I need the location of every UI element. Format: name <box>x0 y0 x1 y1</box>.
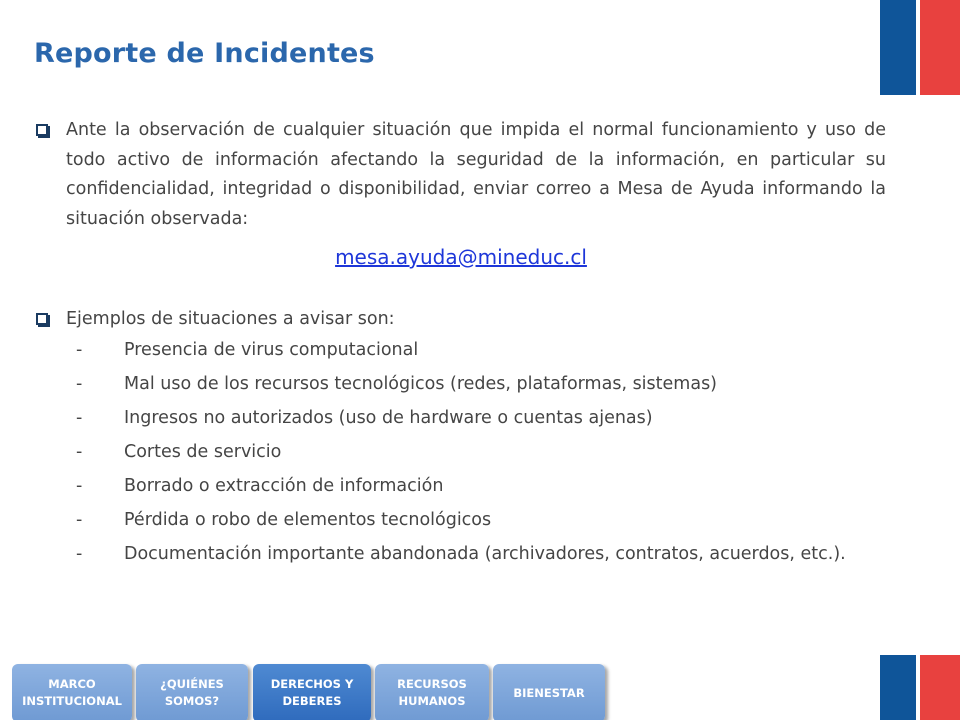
dash-marker: - <box>76 544 83 564</box>
dash-marker: - <box>76 408 83 428</box>
nav-button-label-line1: DERECHOS Y <box>270 677 354 691</box>
nav-button-label-line2: HUMANOS <box>398 694 466 708</box>
list-item-text: Documentación importante abandonada (archivadores, contratos, acuerdos, etc.). <box>124 544 846 564</box>
examples-heading: Ejemplos de situaciones a avisar son: <box>66 308 395 329</box>
flag-blue-stripe <box>880 0 916 95</box>
email-link[interactable]: mesa.ayuda@mineduc.cl <box>335 245 587 269</box>
flag-blue-stripe <box>880 655 916 720</box>
list-item-text: Cortes de servicio <box>124 442 282 462</box>
dash-marker: - <box>76 476 83 496</box>
slide-content <box>36 116 886 574</box>
nav-button-derechos-y-deberes[interactable] <box>253 664 371 720</box>
list-item <box>36 336 886 366</box>
dash-marker: - <box>76 340 83 360</box>
list-item-text: Presencia de virus computacional <box>124 340 419 360</box>
list-item <box>36 506 886 536</box>
flag-decoration-top <box>880 0 960 95</box>
dash-marker: - <box>76 442 83 462</box>
flag-red-stripe <box>920 655 960 720</box>
nav-button-label-line1: ¿QUIÉNES <box>160 677 224 691</box>
email-row <box>36 243 886 275</box>
nav-button-quienes-somos[interactable] <box>136 664 248 720</box>
hollow-square-bullet-icon <box>36 124 48 136</box>
list-item <box>36 540 886 570</box>
list-item-text: Mal uso de los recursos tecnológicos (redes, plataformas, sistemas) <box>124 374 718 394</box>
nav-button-label-line1: RECURSOS <box>397 677 467 691</box>
nav-button-recursos-humanos[interactable] <box>375 664 489 720</box>
list-item <box>36 370 886 400</box>
list-item <box>36 404 886 434</box>
examples-bullet <box>36 305 886 335</box>
nav-button-label-line2: SOMOS? <box>164 694 220 708</box>
list-item-text: Borrado o extracción de información <box>124 476 444 496</box>
bottom-nav <box>0 664 620 720</box>
dash-marker: - <box>76 510 83 530</box>
nav-button-bienestar[interactable] <box>493 664 605 720</box>
intro-paragraph: Ante la observación de cualquier situación que impida el normal funcionamiento y uso de todo activo de información afectando la seguridad de la información, en particular su confidencialidad, integridad o disponibilidad, enviar correo a Mesa de Ayuda informando la situación observada: <box>66 120 886 229</box>
nav-button-label-line2: INSTITUCIONAL <box>22 694 122 708</box>
hollow-square-bullet-icon <box>36 313 48 325</box>
nav-button-label-line2: DEBERES <box>282 694 342 708</box>
nav-button-marco-institucional[interactable] <box>12 664 132 720</box>
list-item-text: Ingresos no autorizados (uso de hardware o cuentas ajenas) <box>124 408 653 428</box>
list-item-text: Pérdida o robo de elementos tecnológicos <box>124 510 492 530</box>
dash-marker: - <box>76 374 83 394</box>
flag-decoration-bottom <box>880 655 960 720</box>
nav-button-label-line1: BIENESTAR <box>513 685 585 700</box>
flag-red-stripe <box>920 0 960 95</box>
page-title: Reporte de Incidentes <box>34 38 375 69</box>
examples-list <box>36 336 886 570</box>
list-item <box>36 438 886 468</box>
nav-button-label-line1: MARCO <box>48 677 96 691</box>
list-item <box>36 472 886 502</box>
intro-bullet <box>36 116 886 234</box>
